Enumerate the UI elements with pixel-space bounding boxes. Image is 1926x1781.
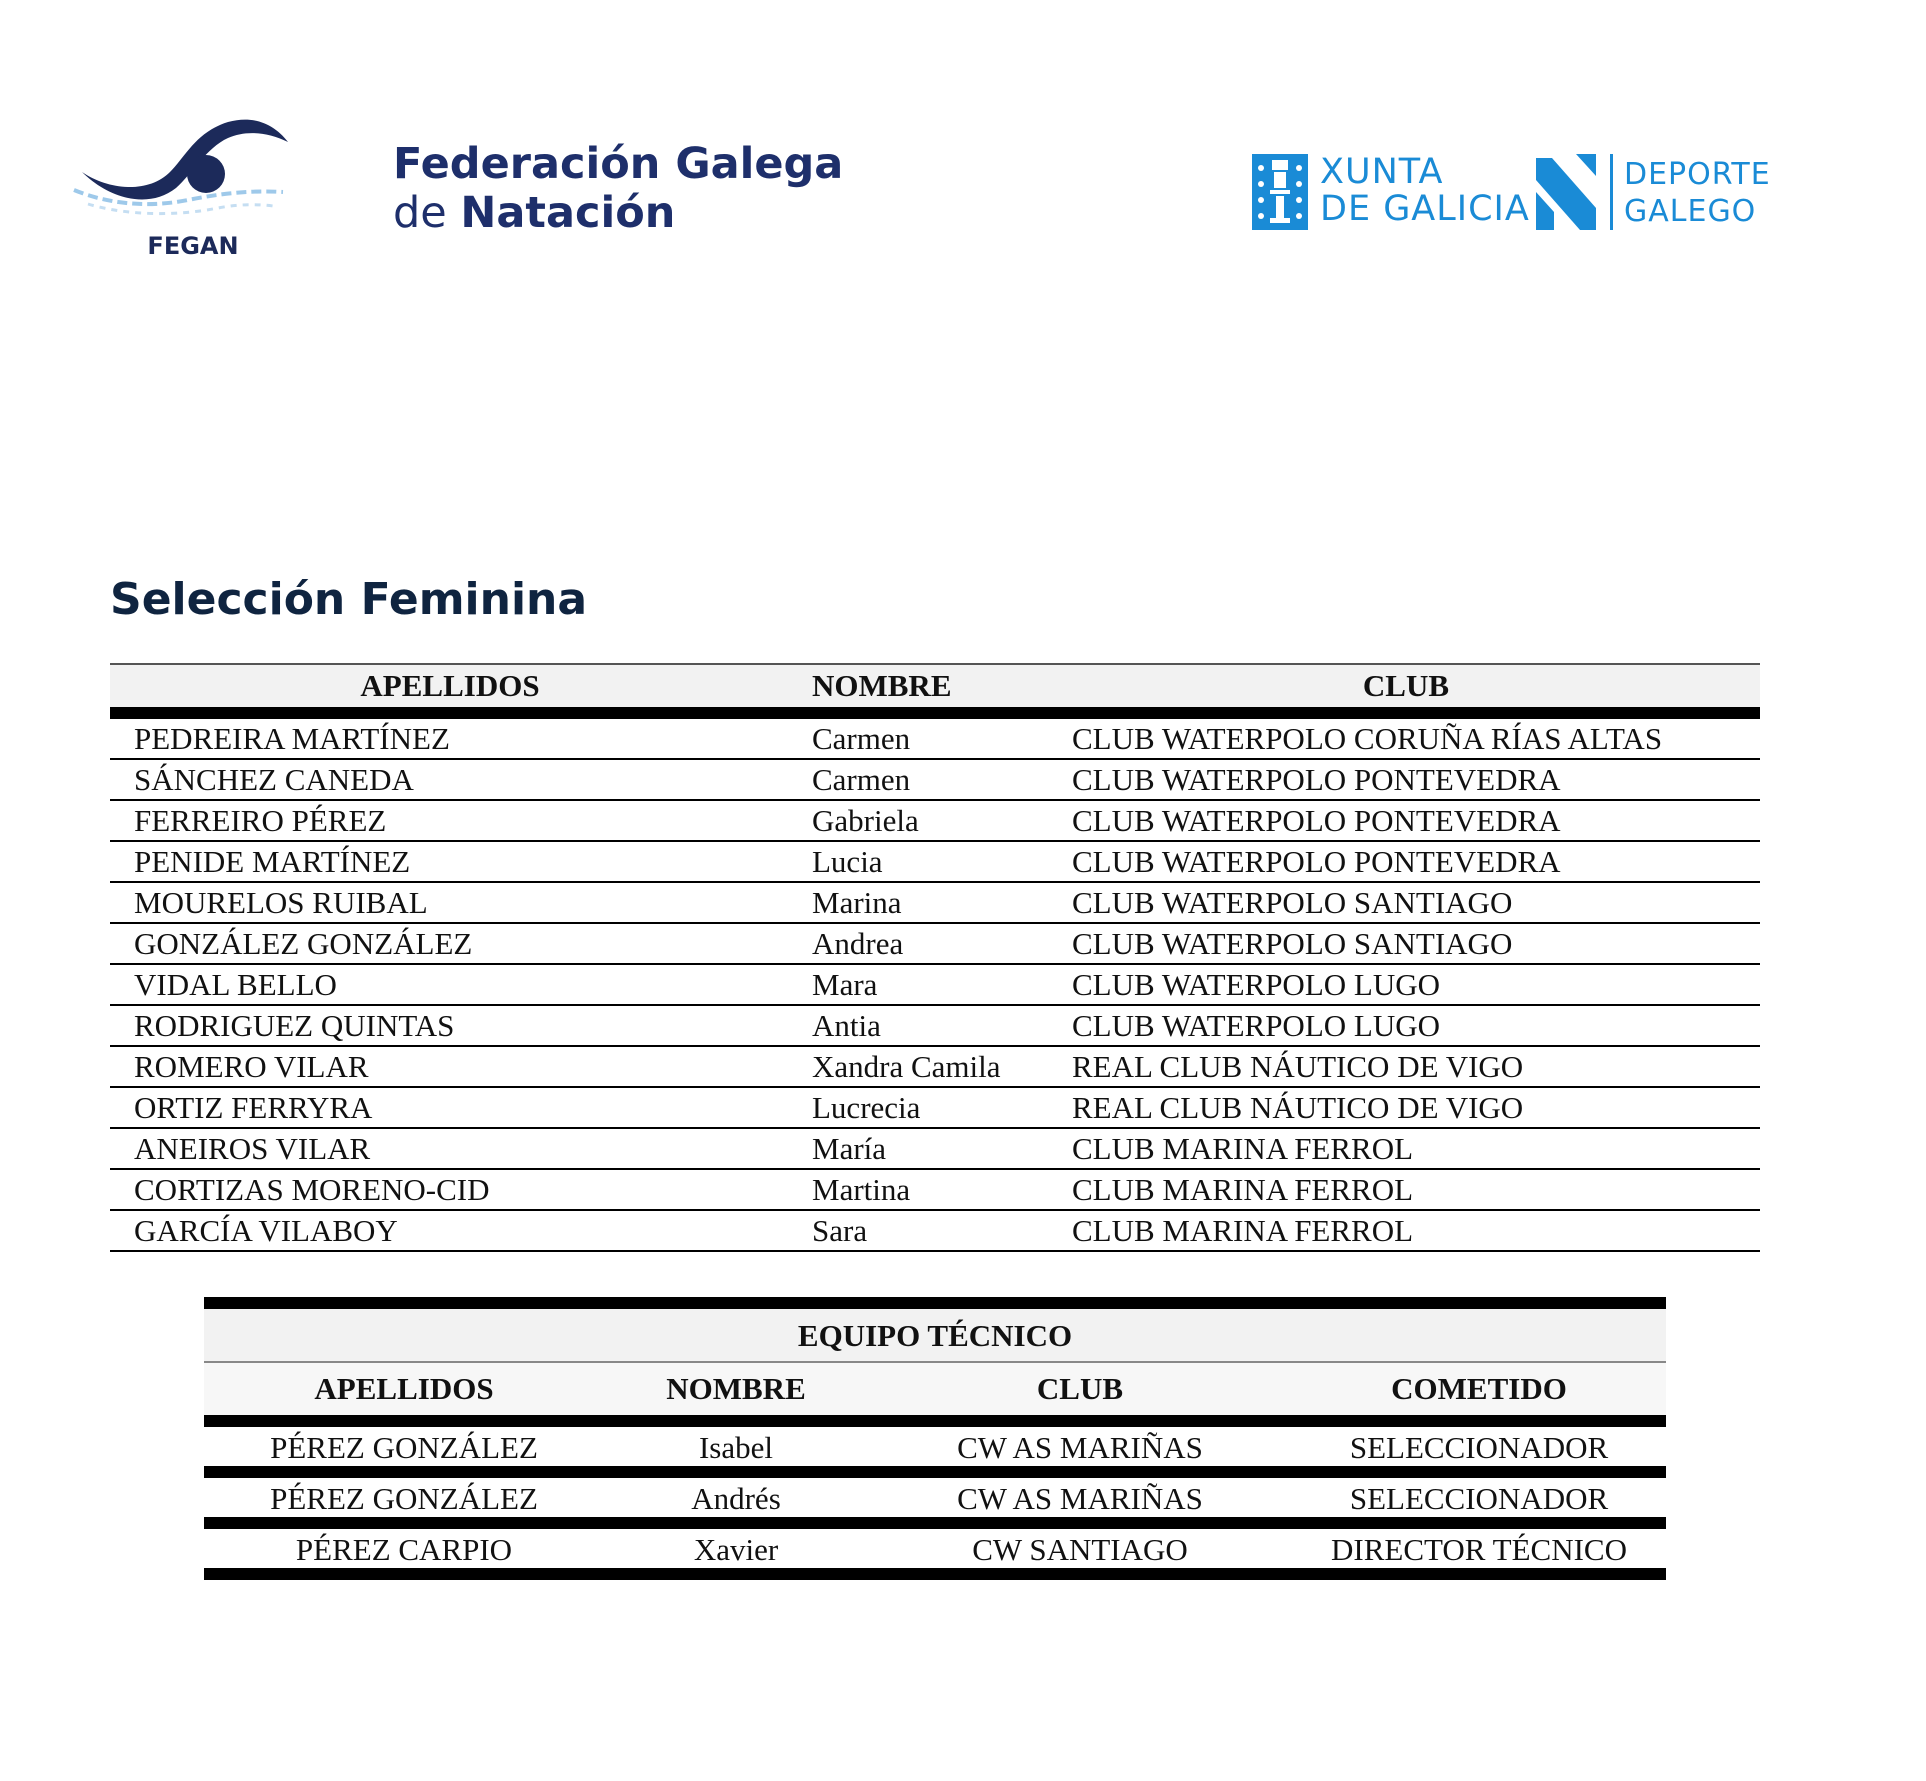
staff-header-club: CLUB — [1036, 1371, 1124, 1406]
staff-rule — [204, 1297, 1666, 1309]
apellidos-cell: PÉREZ GONZÁLEZ — [270, 1430, 538, 1465]
nombre-cell: Carmen — [812, 762, 911, 797]
xunta-wordmark — [1320, 154, 1550, 228]
staff-title: EQUIPO TÉCNICO — [204, 1309, 1666, 1363]
cometido-cell: SELECCIONADOR — [1349, 1481, 1609, 1516]
apellidos-cell: PENIDE MARTÍNEZ — [134, 844, 411, 879]
apellidos-cell: MOURELOS RUIBAL — [134, 885, 428, 920]
deporte-wordmark — [1624, 156, 1774, 230]
xunta-line2: DE GALICIA — [1320, 189, 1530, 229]
apellidos-cell: GONZÁLEZ GONZÁLEZ — [134, 926, 473, 961]
nombre-cell: Carmen — [812, 721, 911, 756]
staff-header-apellidos: APELLIDOS — [314, 1371, 494, 1406]
apellidos-cell: GARCÍA VILABOY — [134, 1213, 398, 1248]
nombre-cell: Sara — [812, 1213, 868, 1248]
table-row — [110, 965, 1760, 1006]
table-row — [110, 1129, 1760, 1170]
club-cell: CLUB MARINA FERROL — [1072, 1131, 1414, 1166]
federation-name-line2 — [393, 189, 843, 238]
club-cell: CLUB WATERPOLO PONTEVEDRA — [1072, 803, 1561, 838]
federation-name-de: de — [393, 188, 447, 238]
table-row — [110, 801, 1760, 842]
nombre-cell: Xandra Camila — [812, 1049, 1001, 1084]
table-row — [110, 1211, 1760, 1252]
staff-header-cometido: COMETIDO — [1391, 1371, 1567, 1406]
club-cell: REAL CLUB NÁUTICO DE VIGO — [1072, 1049, 1524, 1084]
club-cell: CLUB WATERPOLO SANTIAGO — [1072, 885, 1513, 920]
club-cell: CLUB MARINA FERROL — [1072, 1172, 1414, 1207]
club-cell: CLUB WATERPOLO LUGO — [1072, 967, 1440, 1002]
apellidos-cell: PEDREIRA MARTÍNEZ — [134, 721, 450, 756]
xunta-emblem-icon — [1252, 154, 1308, 230]
roster-table — [110, 663, 1760, 1252]
table-row — [110, 1170, 1760, 1211]
fegan-caption: FEGAN — [147, 232, 239, 260]
fegan-logo — [68, 112, 298, 272]
nombre-cell: María — [812, 1131, 887, 1166]
nombre-cell: Lucrecia — [812, 1090, 921, 1125]
apellidos-cell: FERREIRO PÉREZ — [134, 803, 387, 838]
federation-name-line1: Federación Galega — [393, 139, 844, 189]
nombre-cell: Gabriela — [812, 803, 919, 838]
section-title: Selección Feminina — [110, 574, 588, 625]
club-cell: CLUB WATERPOLO SANTIAGO — [1072, 926, 1513, 961]
roster-header-nombre: NOMBRE — [812, 668, 952, 703]
nombre-cell: Andrés — [691, 1481, 781, 1516]
apellidos-cell: PÉREZ CARPIO — [295, 1532, 513, 1567]
roster-header-apellidos: APELLIDOS — [360, 668, 540, 703]
nombre-cell: Martina — [812, 1172, 911, 1207]
nombre-cell: Mara — [812, 967, 878, 1002]
cometido-cell: SELECCIONADOR — [1349, 1430, 1609, 1465]
roster-header-club: CLUB — [1362, 668, 1450, 703]
club-cell: CLUB WATERPOLO PONTEVEDRA — [1072, 844, 1561, 879]
cometido-cell: DIRECTOR TÉCNICO — [1331, 1532, 1627, 1567]
nombre-cell: Lucia — [812, 844, 883, 879]
galicia-stripe-icon — [1534, 152, 1598, 237]
apellidos-cell: SÁNCHEZ CANEDA — [134, 762, 414, 797]
club-cell: CW SANTIAGO — [972, 1532, 1188, 1567]
staff-table — [204, 1297, 1666, 1580]
table-row — [204, 1529, 1666, 1568]
club-cell: CLUB WATERPOLO CORUÑA RÍAS ALTAS — [1072, 721, 1663, 756]
xunta-line1: XUNTA — [1320, 152, 1444, 192]
apellidos-cell: ORTIZ FERRYRA — [134, 1090, 373, 1125]
apellidos-cell: VIDAL BELLO — [134, 967, 337, 1002]
table-row — [110, 719, 1760, 760]
table-row — [204, 1478, 1666, 1517]
nombre-cell: Marina — [812, 885, 902, 920]
table-row — [110, 1006, 1760, 1047]
nombre-cell: Isabel — [698, 1430, 774, 1465]
table-row — [110, 760, 1760, 801]
roster-header-row — [110, 663, 1760, 719]
nombre-cell: Xavier — [693, 1532, 779, 1567]
club-cell: CW AS MARIÑAS — [957, 1481, 1203, 1516]
federation-name — [393, 140, 843, 238]
nombre-cell: Antia — [812, 1008, 881, 1043]
club-cell: CLUB MARINA FERROL — [1072, 1213, 1414, 1248]
swimmer-icon — [68, 112, 298, 242]
club-cell: CLUB WATERPOLO PONTEVEDRA — [1072, 762, 1561, 797]
club-cell: REAL CLUB NÁUTICO DE VIGO — [1072, 1090, 1524, 1125]
staff-header-row — [204, 1363, 1666, 1415]
federation-name-natacion: Natación — [460, 188, 676, 238]
nombre-cell: Andrea — [812, 926, 904, 961]
apellidos-cell: ANEIROS VILAR — [134, 1131, 371, 1166]
logo-divider — [1610, 154, 1613, 230]
deporte-line1: DEPORTE — [1624, 157, 1771, 192]
staff-header-nombre: NOMBRE — [666, 1371, 806, 1406]
table-row — [110, 1047, 1760, 1088]
apellidos-cell: ROMERO VILAR — [134, 1049, 369, 1084]
table-row — [110, 883, 1760, 924]
staff-rule — [204, 1415, 1666, 1427]
apellidos-cell: CORTIZAS MORENO-CID — [134, 1172, 490, 1207]
table-row — [204, 1427, 1666, 1466]
deporte-line2: GALEGO — [1624, 194, 1757, 229]
apellidos-cell: RODRIGUEZ QUINTAS — [134, 1008, 455, 1043]
table-row — [110, 1088, 1760, 1129]
club-cell: CW AS MARIÑAS — [957, 1430, 1203, 1465]
table-row — [110, 842, 1760, 883]
apellidos-cell: PÉREZ GONZÁLEZ — [270, 1481, 538, 1516]
table-row — [110, 924, 1760, 965]
club-cell: CLUB WATERPOLO LUGO — [1072, 1008, 1440, 1043]
